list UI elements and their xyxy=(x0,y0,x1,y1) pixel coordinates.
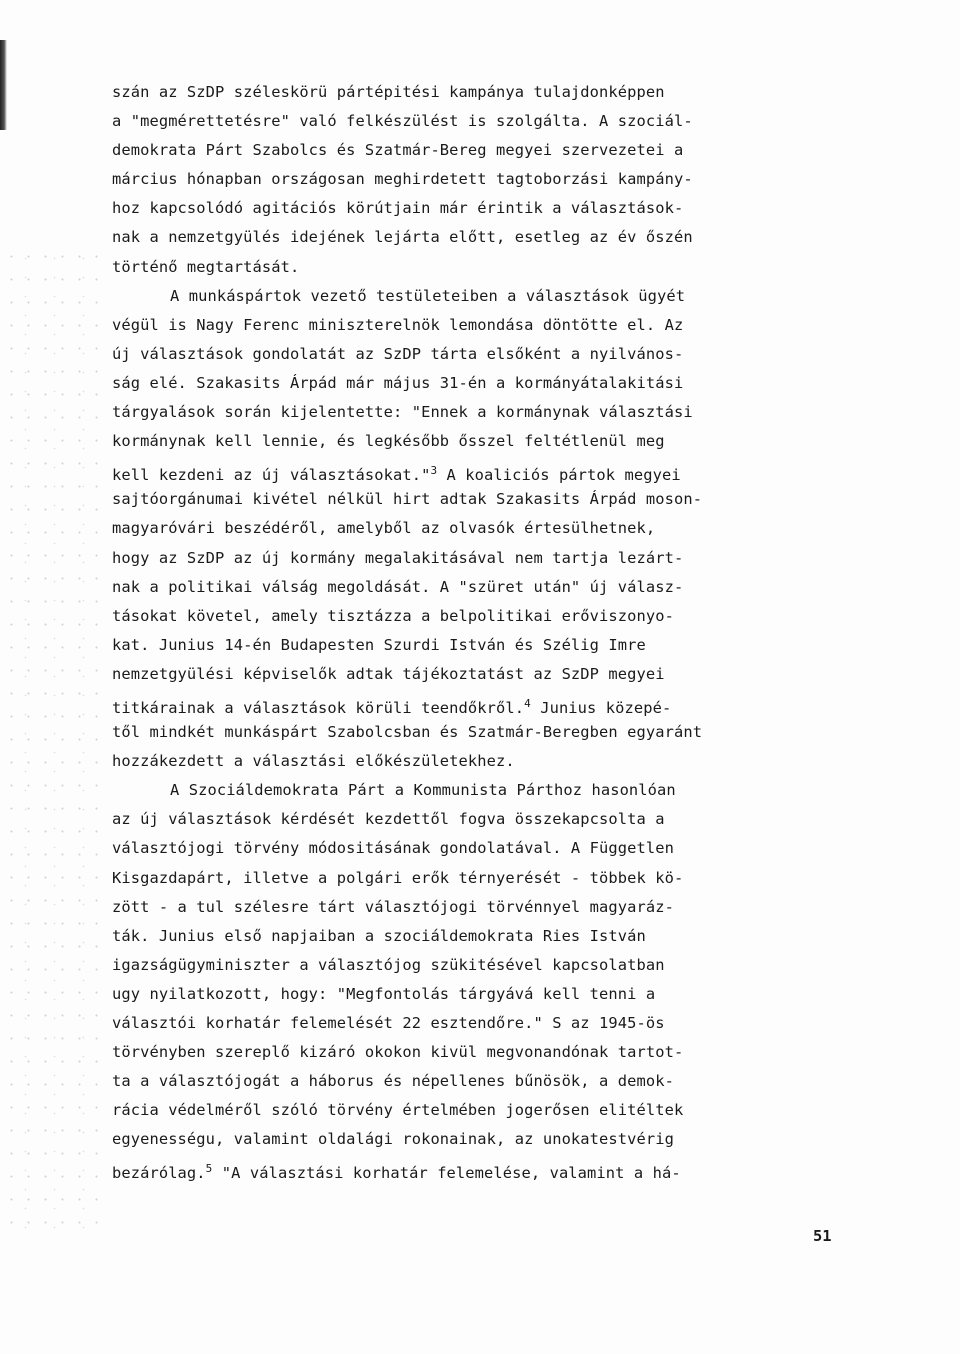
text-line-continuation: "A választási korhatár felemelése, valamint a há- xyxy=(212,1164,681,1183)
scan-speckles xyxy=(0,240,100,1240)
text-line xyxy=(112,1038,872,1067)
text-line xyxy=(112,194,872,223)
text-line xyxy=(112,689,872,718)
text-line-content: sajtóorgánumai kivétel nélkül hirt adtak Szakasits Árpád moson- xyxy=(112,490,703,509)
text-line xyxy=(112,485,872,514)
text-line xyxy=(112,107,872,136)
text-line-content: törvényben szereplő kizáró okokon kivül megvonandónak tartot- xyxy=(112,1043,684,1062)
text-line-content: ta a választójogát a háborus és népellenes bűnösök, a demok- xyxy=(112,1072,674,1091)
text-line-content: rácia védelméről szóló törvény értelmében jogerősen elitéltek xyxy=(112,1101,684,1120)
text-line-content: bezárólag. xyxy=(112,1164,206,1183)
text-line xyxy=(112,776,872,805)
text-line-content: kormánynak kell lennie, és legkésőbb ősszel feltétlenül meg xyxy=(112,432,665,451)
text-line-content: nak a nemzetgyülés idejének lejárta előtt, esetleg az év őszén xyxy=(112,228,693,247)
text-line-content: március hónapban országosan meghirdetett tagtoborzási kampány- xyxy=(112,170,693,189)
text-line xyxy=(112,544,872,573)
text-line xyxy=(112,718,872,747)
text-line-content: az új választások kérdését kezdettől fogva összekapcsolta a xyxy=(112,810,665,829)
text-line-content: tárgyalások során kijelentette: "Ennek a kormánynak választási xyxy=(112,403,693,422)
text-line-content: A munkáspártok vezető testületeiben a választások ügyét xyxy=(170,286,686,305)
text-line xyxy=(112,980,872,1009)
text-line-content: hoz kapcsolódó agitációs körútjain már érintik a választások- xyxy=(112,199,684,218)
text-line-content: hozzákezdett a választási előkészületekhez. xyxy=(112,752,515,771)
text-line-content: tásokat követel, amely tisztázza a belpolitikai erőviszonyo- xyxy=(112,606,674,625)
text-line xyxy=(112,1125,872,1154)
text-line-content: kat. Junius 14-én Budapesten Szurdi István és Szélig Imre xyxy=(112,635,646,654)
text-line-content: magyaróvári beszédéről, amelyből az olvasók értesülhetnek, xyxy=(112,519,656,538)
text-line-content: választójogi törvény módositásának gondolatával. A Független xyxy=(112,839,674,858)
text-line-content: új választások gondolatát az SzDP tárta elsőként a nyilvános- xyxy=(112,344,684,363)
text-line xyxy=(112,311,872,340)
text-line xyxy=(112,834,872,863)
text-line xyxy=(112,223,872,252)
text-line xyxy=(112,398,872,427)
text-line-content: választói korhatár felemelését 22 esztendőre." S az 1945-ös xyxy=(112,1014,665,1032)
page-number: 51 xyxy=(813,1227,832,1245)
text-line-content: ugy nyilatkozott, hogy: "Megfontolás tárgyává kell tenni a xyxy=(112,984,656,1003)
text-line-content: a "megmérettetésre" való felkészülést is szolgálta. A szociál- xyxy=(112,112,693,131)
text-line-content: zött - a tul szélesre tárt választójogi törvénnyel magyaráz- xyxy=(112,897,674,916)
text-line xyxy=(112,893,872,922)
text-line-content: demokrata Párt Szabolcs és Szatmár-Bereg megyei szervezetei a xyxy=(112,141,684,160)
text-line-content: kell kezdeni az új választásokat." xyxy=(112,466,431,485)
text-line-content: ság elé. Szakasits Árpád már május 31-én a kormányátalakitási xyxy=(112,373,684,392)
text-line xyxy=(112,427,872,456)
text-line xyxy=(112,631,872,660)
footnote-reference: 4 xyxy=(524,696,531,710)
text-line xyxy=(112,1096,872,1125)
text-line-continuation: Junius közepé- xyxy=(530,698,672,717)
text-line xyxy=(112,747,872,776)
text-line-content: nak a politikai válság megoldását. A "szüret után" új válasz- xyxy=(112,577,684,596)
text-line xyxy=(112,602,872,631)
text-line-content: A Szociáldemokrata Párt a Kommunista Párthoz hasonlóan xyxy=(170,781,676,800)
text-line xyxy=(112,78,872,107)
text-line xyxy=(112,456,872,485)
text-line xyxy=(112,253,872,282)
text-line xyxy=(112,1009,872,1038)
text-line-content: titkárainak a választások körüli teendőkről. xyxy=(112,698,525,717)
text-line xyxy=(112,660,872,689)
text-line xyxy=(112,282,872,311)
text-line-content: hogy az SzDP az új kormány megalakitásával nem tartja lezárt- xyxy=(112,548,684,567)
text-line-content: történő megtartását. xyxy=(112,257,300,276)
text-line-content: igazságügyminiszter a választójog szükitésével kapcsolatban xyxy=(112,955,665,974)
text-line-content: től mindkét munkáspárt Szabolcsban és Szatmár-Beregben egyaránt xyxy=(112,723,703,742)
text-line-content: végül is Nagy Ferenc miniszterelnök lemondása döntötte el. Az xyxy=(112,315,684,334)
text-line-continuation: A koaliciós pártok megyei xyxy=(437,466,681,485)
text-line xyxy=(112,573,872,602)
text-line-content: nemzetgyülési képviselők adtak tájékoztatást az SzDP megyei xyxy=(112,664,665,683)
text-line xyxy=(112,805,872,834)
text-line-content: Kisgazdapárt, illetve a polgári erők térnyerését - többek kö- xyxy=(112,868,684,887)
footnote-reference: 3 xyxy=(430,464,438,478)
body-text xyxy=(112,78,872,1184)
text-line xyxy=(112,922,872,951)
footnote-reference: 5 xyxy=(205,1162,213,1176)
text-line xyxy=(112,340,872,369)
text-line xyxy=(112,951,872,980)
text-line xyxy=(112,514,872,543)
scan-edge-mark xyxy=(0,40,7,130)
text-line-content: egyenességu, valamint oldalági rokonainak, az unokatestvérig xyxy=(112,1130,674,1149)
text-line xyxy=(112,136,872,165)
text-line xyxy=(112,369,872,398)
text-line-content: szán az SzDP széleskörü pártépitési kampánya tulajdonképpen xyxy=(112,83,665,101)
text-line-content: ták. Junius első napjaiban a szociáldemokrata Ries István xyxy=(112,926,646,945)
text-line xyxy=(112,864,872,893)
text-line xyxy=(112,1067,872,1096)
text-line xyxy=(112,165,872,194)
text-line xyxy=(112,1154,872,1183)
